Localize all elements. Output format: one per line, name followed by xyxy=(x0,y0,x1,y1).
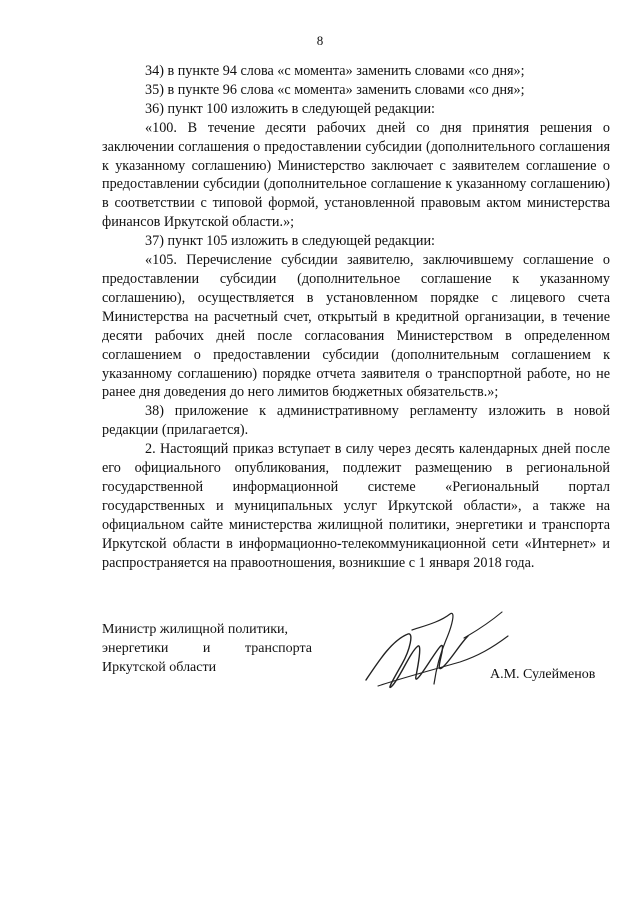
signatory-title-line-1: Министр жилищной политики, xyxy=(102,622,289,637)
paragraph-quote-105: «105. Перечисление субсидии заявителю, заключившему соглашение о предоставлении субсидии (дополнительное соглашение к указанному соглашению), осуществляется в установленном порядке с лицевого счета Министерства на расчетный счет, открытый в кредитной организации, в течение десяти рабочих дней после согласования Министерством в определенном соглашением о предоставлении субсидии (дополнительным соглашением к указанному соглашению) порядке отчета заявителя о транспортной работе, но не ранее дня доведения до него лимитов бюджетных обязательств.»; xyxy=(102,252,610,401)
signatory-title-line-3: Иркутской области xyxy=(102,660,217,675)
document-body xyxy=(102,62,610,572)
paragraph-item-35: 35) в пункте 96 слова «с момента» заменить словами «со дня»; xyxy=(145,81,525,98)
signatory-title-word-1: энергетики xyxy=(102,641,169,656)
signatory-title-word-2: и xyxy=(202,641,211,656)
signatory-title-word-3: транспорта xyxy=(244,641,312,656)
page-number: 8 xyxy=(316,33,324,48)
signatory-title xyxy=(102,620,312,677)
paragraph-clause-2: 2. Настоящий приказ вступает в силу через десять календарных дней после его официального опубликования, подлежит размещению в региональной государственной информационной системе «Региональный портал государственных и муниципальных услуг Иркутской области», а также на официальном сайте министерства жилищной политики, энергетики и транспорта Иркутской области в информационно-телекоммуникационной сети «Интернет» и распространяется на правоотношения, возникшие с 1 января 2018 года. xyxy=(102,441,610,571)
paragraph-item-36: 36) пункт 100 изложить в следующей редакции: xyxy=(145,100,435,117)
handwritten-signature xyxy=(352,600,522,710)
paragraph-quote-100: «100. В течение десяти рабочих дней со дня принятия решения о заключении соглашения о предоставлении субсидии (дополнительного соглашения к указанному соглашению) Министерство заключает с заявителем соглашение о предоставлении субсидии (дополнительное соглашение к указанному соглашению) в соответствии с типовой формой, установленной правовым актом министерства финансов Иркутской области.»; xyxy=(102,119,610,231)
paragraph-item-38: 38) приложение к административному регламенту изложить в новой редакции (прилагается). xyxy=(102,403,610,439)
signatory-title-line-2 xyxy=(102,639,312,658)
paragraph-item-37: 37) пункт 105 изложить в следующей редакции: xyxy=(145,233,435,250)
signatory-name: А.М. Сулейменов xyxy=(490,667,596,682)
paragraph-item-34: 34) в пункте 94 слова «с момента» заменить словами «со дня»; xyxy=(145,63,525,79)
